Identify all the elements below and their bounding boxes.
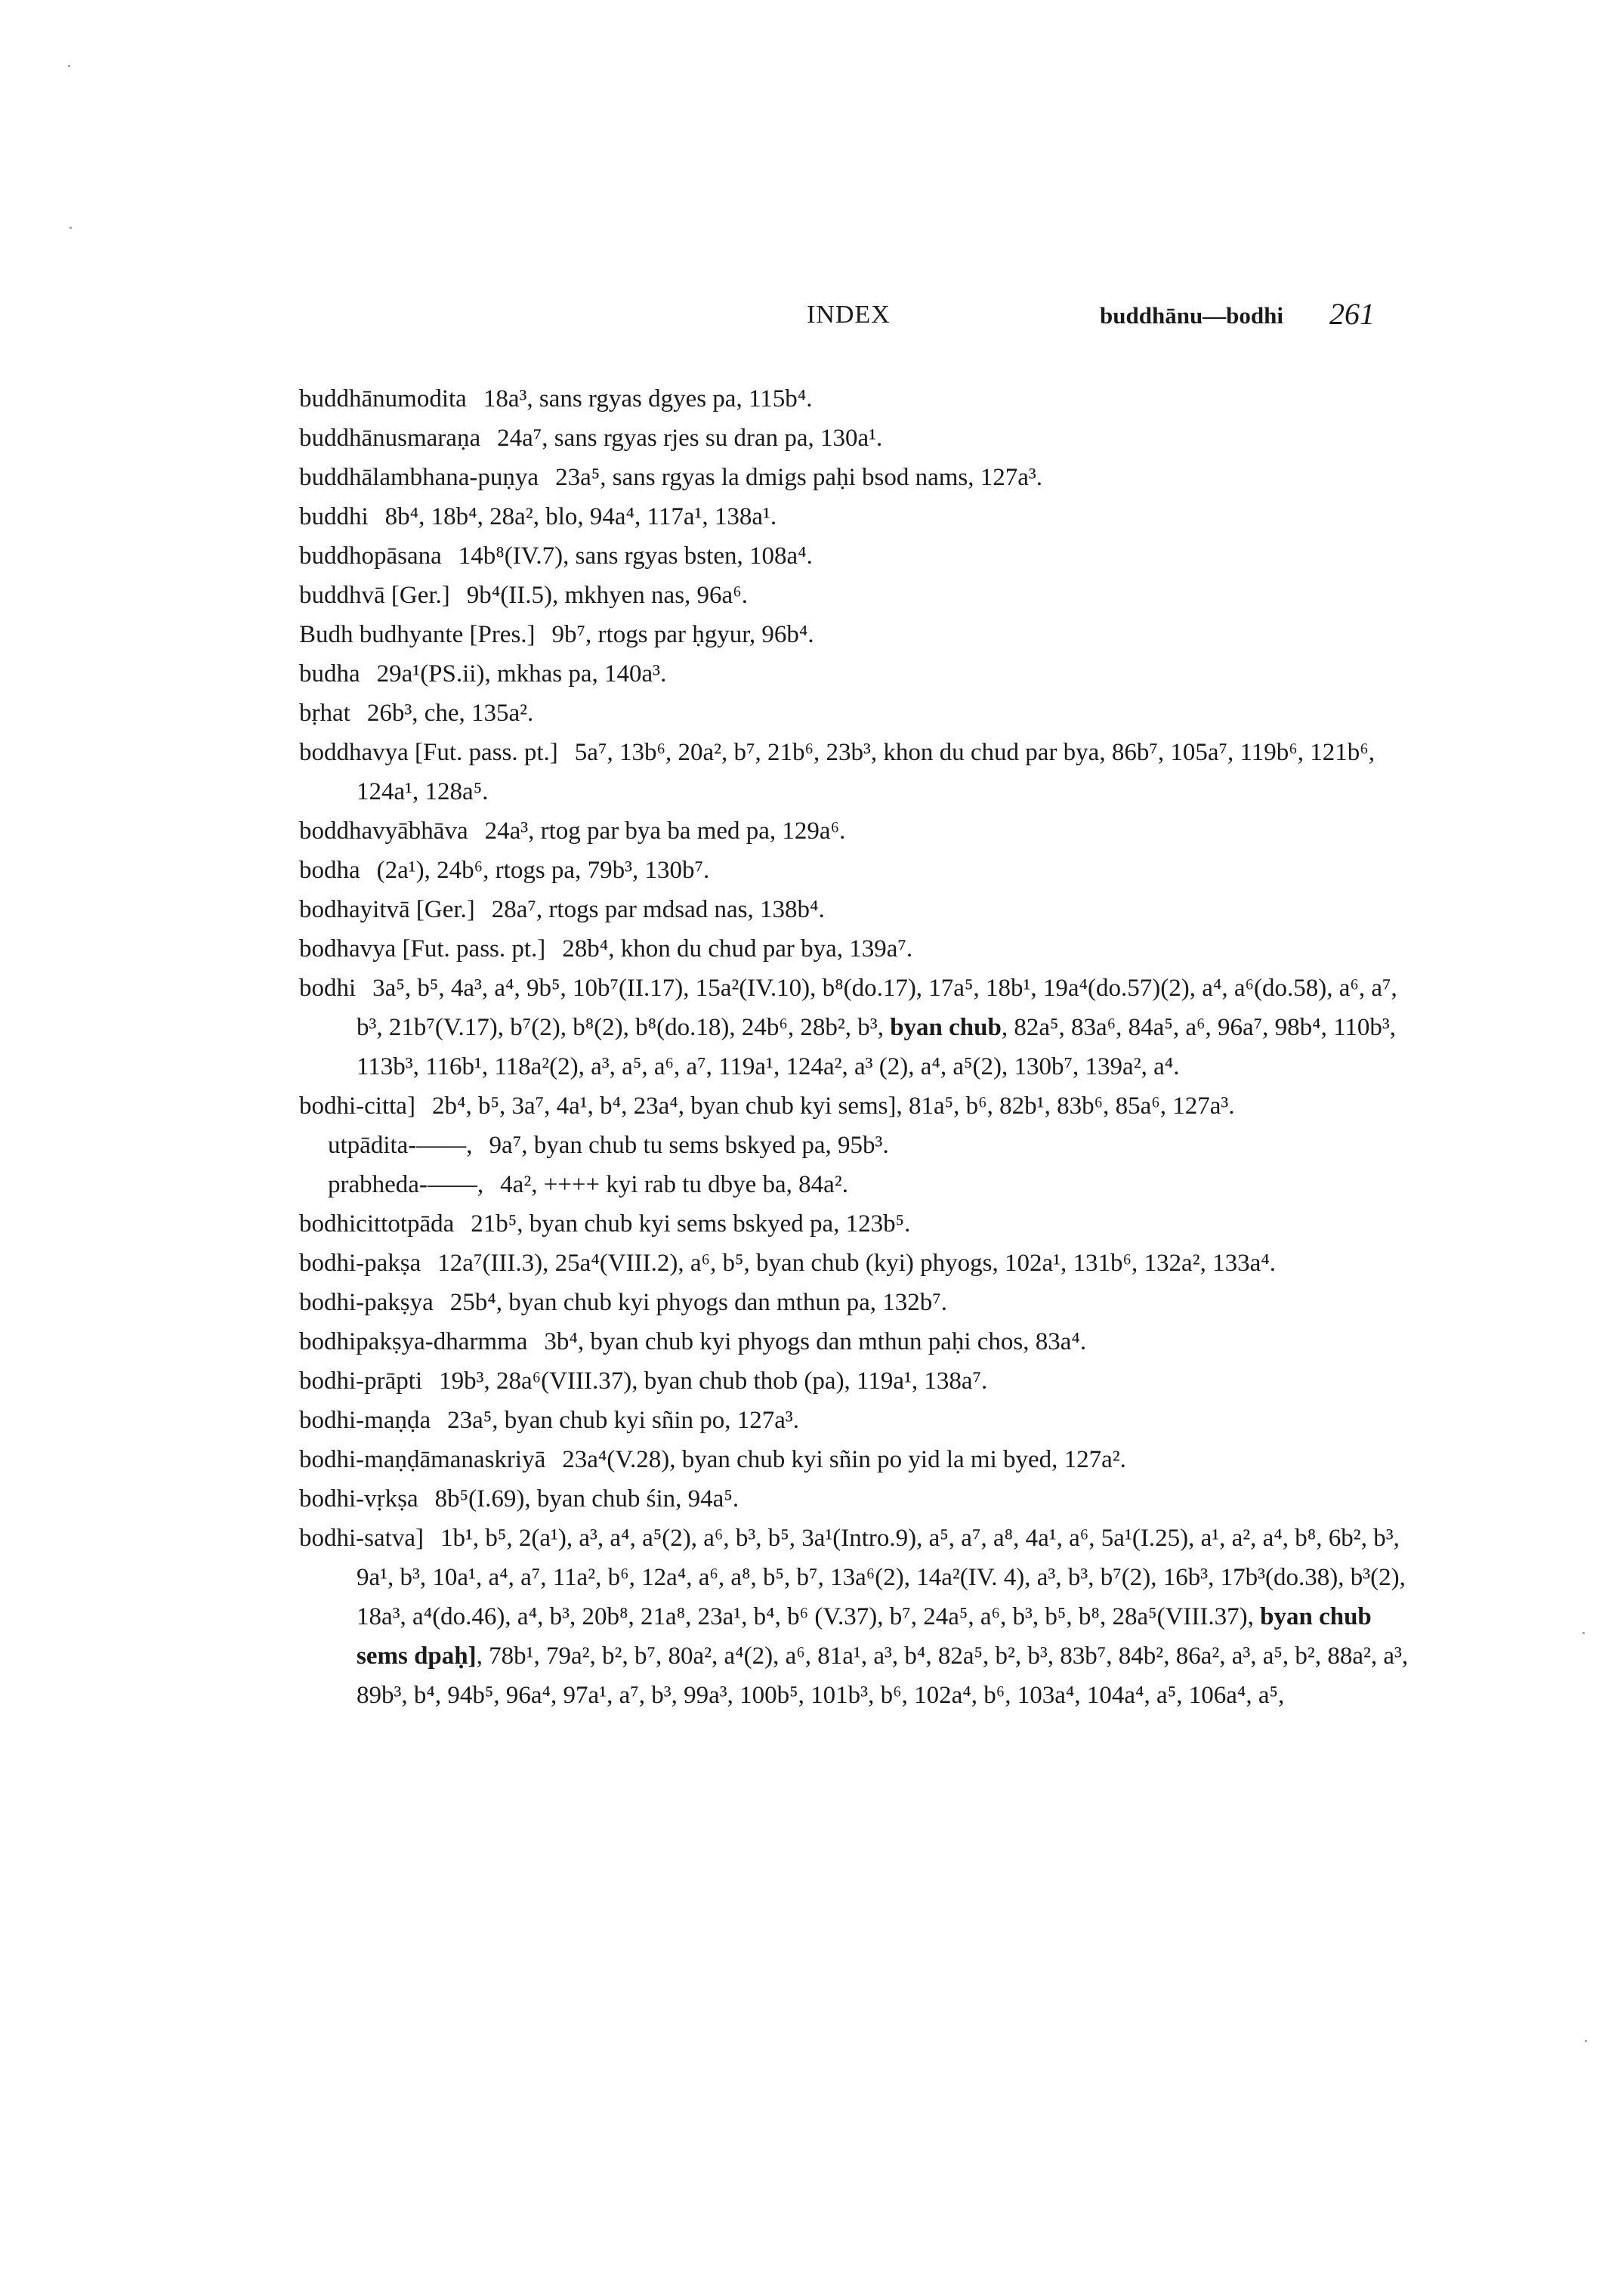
entry-headword: bodhayitvā [Ger.] [299, 896, 475, 923]
index-entry [299, 419, 1409, 458]
entry-headword: buddhopāsana [299, 542, 442, 570]
entry-headword: buddhālambhana-puṇya [299, 464, 539, 491]
entry-headword: buddhvā [Ger.] [299, 582, 450, 609]
tibetan-equivalent-bold: byan chub [890, 1014, 1002, 1041]
index-entry [299, 890, 1409, 929]
index-entry [299, 929, 1409, 969]
entry-headword: utpādita-——, [328, 1132, 473, 1159]
entry-headword: bodhi-satva] [299, 1525, 424, 1552]
entry-references: 29a¹(PS.ii), mkhas pa, 140a³. [376, 660, 667, 688]
entry-references: 23a⁵, byan chub kyi sñin po, 127a³. [447, 1407, 800, 1434]
index-entry [299, 576, 1409, 615]
entry-headword: bodhavya [Fut. pass. pt.] [299, 935, 546, 963]
entry-references: 21b⁵, byan chub kyi sems bskyed pa, 123b⁵. [471, 1210, 911, 1238]
index-entry [299, 615, 1409, 654]
index-entry [299, 1244, 1409, 1283]
index-entry [299, 536, 1409, 576]
index-entry [299, 811, 1409, 851]
entry-references: 8b⁴, 18b⁴, 28a², blo, 94a⁴, 117a¹, 138a¹. [384, 503, 777, 530]
entry-references: 28b⁴, khon du chud par bya, 139a⁷. [562, 935, 913, 963]
index-title: INDEX [807, 301, 891, 329]
entry-references: 24a³, rtog par bya ba med pa, 129a⁶. [484, 817, 846, 845]
entry-headword: buddhānusmaraṇa [299, 425, 481, 452]
running-header [0, 297, 1624, 338]
entry-references: 1b¹, b⁵, 2(a¹), a³, a⁴, a⁵(2), a⁶, b³, b⁵, 3a¹(Intro.9), a⁵, a⁷, a⁸, 4a¹, a⁶, 5a¹(I.25), a¹, a², a⁴, b⁸, 6b², b³, 9a¹, b³, 10a¹, a⁴, a⁷, 11a², b⁶, 12a⁴, a⁶, a⁸, b⁵, b⁷, 13a⁶(2), 14a²(IV. 4), a³, b³, b⁷(2), 16b³, 17b³(do.38), b³(2), 18a³, a⁴(do.46), a⁴, b³, 20b⁸, 21a⁸, 23a¹, b⁴, b⁶ (V.37), b⁷, 24a⁵, a⁶, b³, b⁵, b⁸, 28a⁵(VIII.37), [357, 1525, 1406, 1630]
tibetan-equivalent-bold: byan chub sems dpaḥ] [357, 1603, 1372, 1670]
entry-references: 8b⁵(I.69), byan chub śin, 94a⁵. [434, 1485, 739, 1513]
entry-headword: bodhi-prāpti [299, 1367, 423, 1395]
entry-references-continued: , 78b¹, 79a², b², b⁷, 80a², a⁴(2), a⁶, 81a¹, a³, b⁴, 82a⁵, b², b³, 83b⁷, 84b², 86a², a³, a⁵, b², 88a², a³, 89b³, b⁴, 94b⁵, 96a⁴, 97a¹, a⁷, b³, 99a³, 100b⁵, 101b³, b⁶, 102a⁴, b⁶, 103a⁴, 104a⁴, a⁵, 106a⁴, a⁵, [357, 1642, 1409, 1709]
page-number: 261 [1329, 297, 1375, 331]
entry-references: 9a⁷, byan chub tu sems bskyed pa, 95b³. [489, 1132, 889, 1159]
entry-references: 23a⁴(V.28), byan chub kyi sñin po yid la mi byed, 127a². [562, 1446, 1126, 1473]
entry-headword: boddhavya [Fut. pass. pt.] [299, 739, 558, 766]
entry-headword: buddhi [299, 503, 369, 530]
index-entry [299, 379, 1409, 419]
entry-references: 2b⁴, b⁵, 3a⁷, 4a¹, b⁴, 23a⁴, byan chub kyi sems], 81a⁵, b⁶, 82b¹, 83b⁶, 85a⁶, 127a³. [431, 1092, 1235, 1120]
entry-headword: boddhavyābhāva [299, 817, 468, 845]
entry-headword: Budh budhyante [Pres.] [299, 621, 536, 648]
index-subentry [328, 1165, 1409, 1204]
entry-references: 24a⁷, sans rgyas rjes su dran pa, 130a¹. [497, 425, 883, 452]
index-entry [299, 1440, 1409, 1479]
index-entry [299, 1283, 1409, 1322]
index-entry [299, 694, 1409, 733]
running-head-range: buddhānu—bodhi [1100, 302, 1284, 329]
entry-headword: prabheda-——, [328, 1171, 484, 1198]
entry-references: 28a⁷, rtogs par mdsad nas, 138b⁴. [491, 896, 825, 923]
index-entry [299, 1479, 1409, 1519]
scan-speck [69, 227, 72, 229]
index-entry [299, 851, 1409, 890]
scan-speck [1585, 2040, 1587, 2042]
index-entry [299, 1086, 1409, 1126]
entry-headword: bodhi-maṇḍāmanaskriyā [299, 1446, 546, 1473]
entry-references: 5a⁷, 13b⁶, 20a², b⁷, 21b⁶, 23b³, khon du chud par bya, 86b⁷, 105a⁷, 119b⁶, 121b⁶, 124a¹, 128a⁵. [357, 739, 1375, 805]
entry-headword: bṛhat [299, 700, 350, 727]
index-entry [299, 1401, 1409, 1440]
index-entry [299, 969, 1409, 1086]
entry-references: 12a⁷(III.3), 25a⁴(VIII.2), a⁶, b⁵, byan chub (kyi) phyogs, 102a¹, 131b⁶, 132a², 133a⁴. [437, 1250, 1277, 1277]
index-entry [299, 497, 1409, 536]
index-entry [299, 1361, 1409, 1401]
entry-references: 18a³, sans rgyas dgyes pa, 115b⁴. [483, 385, 813, 413]
scan-speck [1582, 1632, 1585, 1634]
entry-references: 23a⁵, sans rgyas la dmigs paḥi bsod nams, 127a³. [555, 464, 1043, 491]
entry-headword: bodhicittotpāda [299, 1210, 455, 1238]
entry-headword: bodhi-pakṣya [299, 1289, 434, 1316]
entry-references: 3b⁴, byan chub kyi phyogs dan mthun paḥi chos, 83a⁴. [544, 1328, 1087, 1355]
entry-headword: bodhi-maṇḍa [299, 1407, 431, 1434]
scan-speck [68, 65, 70, 67]
index-entry-list [299, 379, 1409, 1715]
entry-headword: bodhi-pakṣa [299, 1250, 421, 1277]
entry-references: 4a², ++++ kyi rab tu dbye ba, 84a². [500, 1171, 848, 1198]
entry-headword: bodhipakṣya-dharmma [299, 1328, 528, 1355]
entry-references: 9b⁴(II.5), mkhyen nas, 96a⁶. [466, 582, 748, 609]
entry-references-continued: , 82a⁵, 83a⁶, 84a⁵, a⁶, 96a⁷, 98b⁴, 110b³, 113b³, 116b¹, 118a²(2), a³, a⁵, a⁶, a⁷, 119a¹, 124a², a³ (2), a⁴, a⁵(2), 130b⁷, 139a², a⁴. [357, 1014, 1397, 1080]
entry-headword: buddhānumodita [299, 385, 467, 413]
index-subentry [328, 1126, 1409, 1165]
entry-references: 3a⁵, b⁵, 4a³, a⁴, 9b⁵, 10b⁷(II.17), 15a²(IV.10), b⁸(do.17), 17a⁵, 18b¹, 19a⁴(do.57)(2), a⁴, a⁶(do.58), a⁶, a⁷, b³, 21b⁷(V.17), b⁷(2), b⁸(2), b⁸(do.18), 24b⁶, 28b², b³, [357, 975, 1397, 1041]
entry-references: 14b⁸(IV.7), sans rgyas bsten, 108a⁴. [458, 542, 813, 570]
index-entry [299, 1519, 1409, 1715]
index-entry [299, 733, 1409, 811]
index-entry [299, 458, 1409, 497]
entry-references: 26b³, che, 135a². [366, 700, 534, 727]
entry-headword: bodha [299, 857, 360, 884]
entry-headword: bodhi-vṛkṣa [299, 1485, 418, 1513]
entry-headword: bodhi-citta] [299, 1092, 415, 1120]
entry-headword: bodhi [299, 975, 357, 1002]
entry-references: (2a¹), 24b⁶, rtogs pa, 79b³, 130b⁷. [376, 857, 710, 884]
index-entry [299, 1204, 1409, 1244]
index-entry [299, 1322, 1409, 1361]
entry-references: 25b⁴, byan chub kyi phyogs dan mthun pa, 132b⁷. [449, 1289, 947, 1316]
entry-references: 9b⁷, rtogs par ḥgyur, 96b⁴. [551, 621, 814, 648]
entry-references: 19b³, 28a⁶(VIII.37), byan chub thob (pa), 119a¹, 138a⁷. [439, 1367, 988, 1395]
index-entry [299, 654, 1409, 694]
entry-headword: budha [299, 660, 360, 688]
